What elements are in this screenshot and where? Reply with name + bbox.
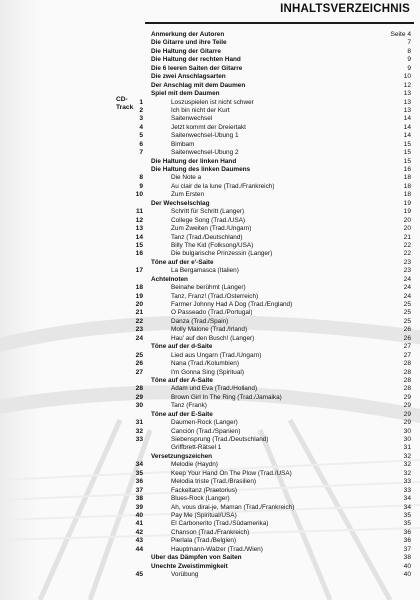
toc-entry (0, 191, 420, 199)
section-title: Achtelnoten (151, 275, 188, 283)
toc-entry (0, 377, 420, 385)
toc-entry (0, 73, 420, 81)
cd-track-number: 39 (135, 503, 143, 511)
cd-track-number: 5 (139, 132, 143, 140)
page-number: 29 (403, 402, 411, 410)
cd-track-number: 27 (135, 368, 143, 376)
cd-track-number: 32 (135, 427, 143, 435)
page-number: 37 (403, 545, 411, 553)
page-number: 19 (403, 199, 411, 207)
cd-track-number: 13 (135, 225, 143, 233)
entry-title: Saitenwechsel-Übung 2 (171, 149, 239, 157)
page-number: 34 (403, 495, 411, 503)
page-number: 20 (403, 216, 411, 224)
toc-entry (0, 352, 420, 360)
cd-track-number: 15 (135, 241, 143, 249)
page-number: 18 (403, 191, 411, 199)
entry-title: Canción (Trad./Spanien) (171, 427, 241, 435)
cd-track-number: 11 (136, 208, 143, 216)
entry-title: Jetzt kommt der Dreiertakt (171, 123, 246, 131)
cd-track-header-line1: CD- (116, 96, 128, 103)
page-number: 36 (403, 528, 411, 536)
page-number: 25 (403, 309, 411, 317)
entry-title: Hau' auf den Busch! (Langer) (171, 334, 255, 342)
section-title: Töne auf der E-Saite (151, 410, 213, 418)
cd-track-number: 3 (139, 115, 143, 123)
toc-entry (0, 504, 420, 512)
cd-track-number: 23 (135, 326, 143, 334)
page-number: 29 (403, 410, 411, 418)
entry-title: Danza (Trad./Spain) (171, 317, 229, 325)
page-number: 8 (407, 47, 411, 55)
toc-entry (0, 293, 420, 301)
page-number: 23 (403, 267, 411, 275)
entry-title: College Song (Trad./USA) (171, 216, 245, 224)
cd-track-number: 2 (139, 106, 143, 114)
entry-title: Melodia triste (Trad./Brasilien) (171, 478, 256, 486)
section-title: Unechte Zweistimmigkeit (151, 562, 228, 570)
cd-track-number: 45 (135, 571, 143, 578)
entry-title: Melodie (Haydn) (171, 461, 218, 469)
toc-entry (0, 470, 420, 478)
cd-track-number: 21 (135, 309, 143, 317)
toc-entry (0, 478, 420, 486)
cd-track-number: 42 (135, 528, 143, 536)
section-title: Die Haltung des linken Daumens (151, 166, 251, 173)
toc-entry (0, 284, 420, 292)
toc-entry (0, 546, 420, 554)
cd-track-number: 1 (139, 98, 143, 106)
toc-entry (0, 149, 420, 157)
page-number: 31 (403, 444, 411, 452)
page-number: 10 (403, 73, 411, 81)
toc-entry (0, 141, 420, 149)
toc-entry (0, 436, 420, 444)
section-title: Der Anschlag mit dem Daumen (151, 81, 246, 89)
page-number: 28 (403, 360, 411, 368)
section-title: Die Haltung der linken Hand (151, 157, 237, 165)
page-number: 19 (403, 208, 411, 216)
page-number: 24 (403, 292, 411, 300)
entry-title: Tanz (Frank) (171, 402, 207, 410)
entry-title: Loszuspielen ist nicht schwer (171, 98, 254, 106)
toc-entry (0, 309, 420, 317)
entry-title: Daumen-Rock (Langer) (171, 419, 238, 427)
page-number: 35 (403, 520, 411, 528)
toc-entry (0, 31, 420, 39)
section-title: Die Haltung der rechten Hand (151, 56, 241, 64)
toc-entry (0, 99, 420, 107)
cd-track-number: 7 (139, 149, 143, 157)
page-number: 22 (403, 250, 411, 258)
cd-track-number: 37 (135, 486, 143, 494)
toc-entry (0, 394, 420, 402)
page-number: 36 (403, 537, 411, 545)
section-title: Spiel mit dem Daumen (151, 90, 220, 98)
toc-entry (0, 158, 420, 166)
page-number: 18 (403, 182, 411, 190)
table-of-contents (0, 31, 420, 579)
entry-title: Schritt für Schritt (Langer) (171, 208, 245, 216)
cd-track-number: 19 (135, 292, 143, 300)
entry-title: Billy The Kid (Folksong/USA) (171, 241, 254, 249)
entry-title: O Passeado (Trad./Portugal) (171, 309, 253, 317)
page-number: 27 (403, 343, 411, 351)
cd-track-number: 34 (135, 461, 143, 469)
toc-entry (0, 124, 420, 132)
entry-title: La Bergamasca (Italien) (171, 267, 239, 275)
page-number: 34 (403, 503, 411, 511)
cd-track-number: 4 (139, 123, 143, 131)
toc-entry (0, 571, 420, 579)
page-number: 40 (403, 571, 411, 578)
section-title: Über das Dämpfen von Saiten (151, 554, 242, 562)
page-number: 32 (403, 461, 411, 469)
page-number: 26 (403, 334, 411, 342)
cd-track-number: 28 (135, 385, 143, 393)
toc-entry (0, 115, 420, 123)
toc-entry (0, 259, 420, 267)
section-title: Versetzungszeichen (151, 452, 213, 460)
page-number: 26 (403, 326, 411, 334)
toc-entry (0, 335, 420, 343)
cd-track-number: 18 (135, 284, 143, 292)
section-title: Töne auf der A-Saite (151, 376, 213, 384)
cd-track-number: 30 (135, 402, 143, 410)
cd-track-number: 36 (135, 478, 143, 486)
entry-title: Bimbam (171, 140, 195, 148)
section-title: Die Gitarre und ihre Teile (151, 39, 227, 47)
page-number: 32 (403, 469, 411, 477)
toc-entry (0, 56, 420, 64)
toc-entry (0, 166, 420, 174)
toc-entry (0, 82, 420, 90)
cd-track-number: 40 (135, 511, 143, 519)
page-number: 28 (403, 376, 411, 384)
page-number: 21 (403, 233, 411, 241)
cd-track-number: 35 (135, 469, 143, 477)
toc-entry (0, 39, 420, 47)
page-number: 33 (403, 478, 411, 486)
cd-track-number: 12 (135, 216, 143, 224)
page-number: 22 (403, 241, 411, 249)
cd-track-number: 24 (135, 334, 143, 342)
toc-entry (0, 411, 420, 419)
entry-title: I'm Gonna Sing (Spiritual) (171, 368, 244, 376)
toc-entry (0, 234, 420, 242)
page-number: 14 (403, 123, 411, 131)
section-title: Töne auf der d-Saite (151, 343, 213, 351)
toc-entry (0, 402, 420, 410)
toc-entry (0, 554, 420, 562)
cd-track-number: 16 (135, 250, 143, 258)
page-number: 24 (403, 284, 411, 292)
section-title: Töne auf der e'-Saite (151, 258, 214, 266)
toc-entry (0, 428, 420, 436)
entry-title: Lied aus Ungarn (Trad./Ungarn) (171, 351, 262, 359)
entry-title: Zum Zweiten (Trad./Ungarn) (171, 225, 252, 233)
entry-title: Blues-Rock (Langer) (171, 495, 230, 503)
toc-entry (0, 444, 420, 452)
page-number: 13 (403, 90, 411, 98)
page-number: 14 (403, 132, 411, 140)
toc-entry (0, 174, 420, 182)
page-number: 18 (403, 174, 411, 182)
cd-track-number: 22 (135, 317, 143, 325)
page-number: 30 (403, 436, 411, 443)
cd-track-number: 41 (135, 520, 143, 528)
toc-entry (0, 276, 420, 284)
page-number: 29 (403, 419, 411, 427)
cd-track-number: 8 (139, 174, 143, 182)
page-number: 9 (407, 64, 411, 72)
toc-entry (0, 563, 420, 571)
toc-entry (0, 250, 420, 258)
page-number: 7 (407, 39, 411, 47)
page-number: 28 (403, 385, 411, 393)
toc-entry (0, 90, 420, 98)
page-number: 9 (407, 56, 411, 64)
page-number: 32 (403, 452, 411, 460)
toc-entry (0, 267, 420, 275)
entry-title: Au clair de la lune (Trad./Frankreich) (171, 182, 275, 190)
toc-entry (0, 48, 420, 56)
toc-entry (0, 360, 420, 368)
cd-track-number: 31 (135, 419, 143, 427)
entry-title: Saitenwechsel-Übung 1 (171, 132, 239, 140)
entry-title: Chanson (Trad./Frankreich) (171, 528, 250, 536)
toc-entry (0, 200, 420, 208)
page-number: 25 (403, 317, 411, 325)
page-number: 40 (403, 562, 411, 570)
toc-entry (0, 208, 420, 216)
page-number: 15 (403, 157, 411, 165)
entry-title: Adam und Eva (Trad./Holland) (171, 385, 258, 393)
page-number: 23 (403, 258, 411, 266)
page-number: 24 (403, 275, 411, 283)
cd-track-number: 20 (135, 301, 143, 308)
page-number: 30 (403, 427, 411, 435)
entry-title: Zum Ersten (171, 191, 205, 199)
page-title: INHALTSVERZEICHNIS (280, 3, 410, 15)
toc-entry (0, 225, 420, 233)
entry-title: Farmer Johnny Had A Dog (Trad./England) (171, 301, 293, 308)
toc-entry (0, 419, 420, 427)
entry-title: Vorübung (171, 571, 199, 578)
entry-title: Fackeltanz (Praetorius) (171, 486, 238, 494)
page-number: 25 (403, 301, 411, 308)
entry-title: Beinahe berühmt (Langer) (171, 284, 246, 292)
toc-entry (0, 512, 420, 520)
cd-track-number: 29 (135, 393, 143, 401)
entry-title: Pay Me (Spiritual/USA) (171, 511, 237, 519)
page-number: 27 (403, 351, 411, 359)
section-title: Die Haltung der Gitarre (151, 47, 221, 55)
page-number: 15 (403, 140, 411, 148)
cd-track-number: 14 (135, 233, 143, 241)
cd-track-number: 25 (135, 351, 143, 359)
page-number: 33 (403, 486, 411, 494)
toc-entry (0, 242, 420, 250)
cd-track-number: 6 (139, 140, 143, 148)
cd-track-number: 17 (135, 267, 143, 275)
toc-entry (0, 537, 420, 545)
entry-title: Die bulgarische Prinzessin (Langer) (171, 250, 273, 258)
page-number: 13 (403, 106, 411, 114)
cd-track-number: 26 (135, 360, 143, 368)
entry-title: Molly Malone (Trad./Irland) (171, 326, 248, 334)
cd-track-number: 38 (135, 495, 143, 503)
entry-title: Tanz (Trad./Deutschland) (171, 233, 243, 241)
toc-entry (0, 183, 420, 191)
entry-title: Siebensprung (Trad./Deutschland) (171, 436, 269, 443)
entry-title: Saitenwechsel (171, 115, 213, 123)
entry-title: Tanz, Franz! (Trad./Österreich) (171, 292, 259, 300)
entry-title: Nana (Trad./Kolumbien) (171, 360, 239, 368)
toc-entry (0, 461, 420, 469)
cd-track-number: 44 (135, 545, 143, 553)
cd-track-header-line2: Track (116, 104, 134, 111)
toc-entry (0, 65, 420, 73)
toc-entry (0, 369, 420, 377)
cd-track-number: 10 (135, 191, 143, 199)
page-number: 29 (403, 393, 411, 401)
section-title: Die zwei Anschlagsarten (151, 73, 226, 81)
page-number: 28 (403, 368, 411, 376)
toc-entry (0, 318, 420, 326)
page-number: Seite 4 (390, 31, 411, 38)
toc-entry (0, 529, 420, 537)
entry-title: Pierlala (Trad./Belgien) (171, 537, 237, 545)
toc-entry (0, 385, 420, 393)
entry-title: Die Note a (171, 174, 202, 182)
entry-title: Ah, vous dirai-je, Maman (Trad./Frankreich) (171, 503, 295, 511)
cd-track-number: 33 (135, 436, 143, 443)
toc-entry (0, 343, 420, 351)
entry-title: Griffbrett-Rätsel 1 (171, 444, 222, 452)
section-title: Der Wechselschlag (151, 199, 210, 207)
page-number: 20 (403, 225, 411, 233)
page-number: 16 (403, 166, 411, 173)
toc-entry (0, 495, 420, 503)
entry-title: Ich bin nicht der Kurt (171, 106, 230, 114)
page-number: 13 (403, 98, 411, 106)
cd-track-number: 43 (135, 537, 143, 545)
page-number: 15 (403, 149, 411, 157)
toc-entry (0, 453, 420, 461)
toc-entry (0, 326, 420, 334)
toc-entry (0, 520, 420, 528)
toc-entry (0, 301, 420, 309)
page-number: 35 (403, 511, 411, 519)
page-number: 38 (403, 554, 411, 562)
title-rule (145, 0, 414, 24)
toc-entry (0, 132, 420, 140)
page-number: 12 (403, 81, 411, 89)
toc-entry (0, 217, 420, 225)
toc-entry (0, 107, 420, 115)
toc-entry (0, 487, 420, 495)
section-title: Anmerkung der Autoren (151, 31, 225, 38)
entry-title: El Carbonerito (Trad./Südamerika) (171, 520, 269, 528)
section-title: Die 6 leeren Saiten der Gitarre (151, 64, 243, 72)
page-number: 14 (403, 115, 411, 123)
entry-title: Hauptmann-Walzer (Trad./Wien) (171, 545, 263, 553)
entry-title: Brown Girl In The Ring (Trad./Jamaika) (171, 393, 282, 401)
cd-track-number: 9 (139, 182, 143, 190)
entry-title: Keep Your Hand On The Plow (Trad./USA) (171, 469, 292, 477)
